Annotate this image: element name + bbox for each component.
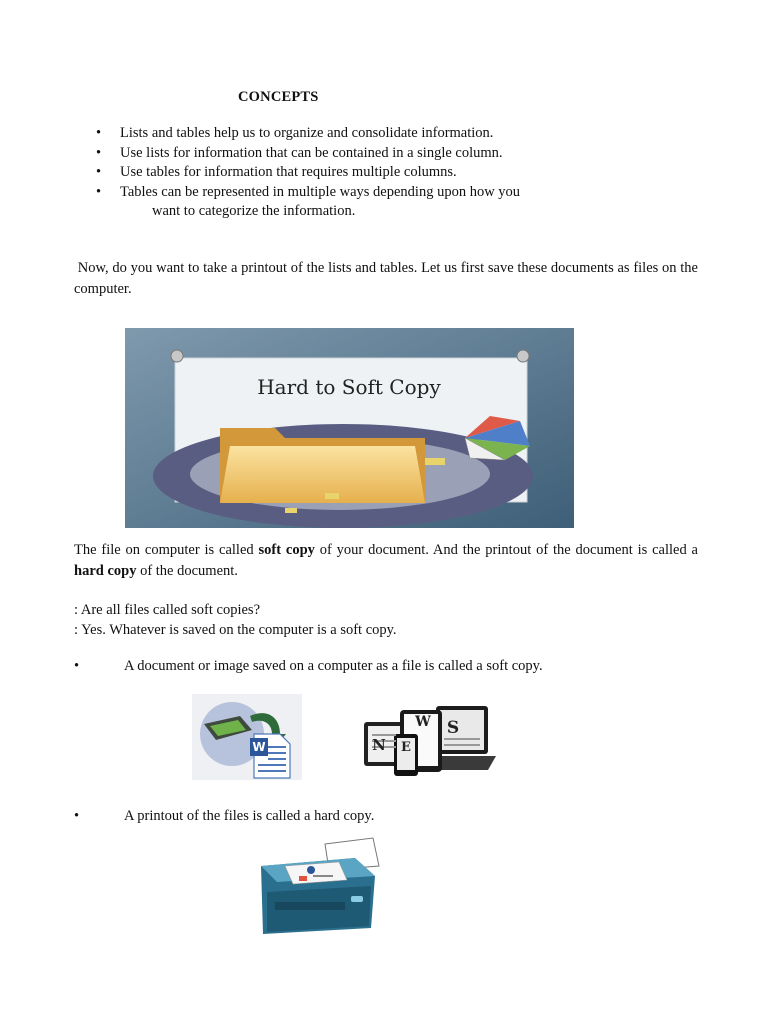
- definition-text: The file on computer is called: [74, 542, 259, 558]
- answer-line: : Yes. Whatever is saved on the computer is a soft copy.: [74, 622, 397, 638]
- intro-paragraph: Now, do you want to take a printout of the lists and tables. Let us first save these documents as files on the computer.: [74, 260, 702, 297]
- hard-copy-bullet-text: A printout of the files is called a hard copy.: [124, 808, 375, 824]
- concept-bullet-continuation: want to categorize the information.: [152, 203, 356, 219]
- concept-bullet-text: Use lists for information that can be contained in a single column.: [120, 144, 503, 161]
- hard-to-soft-copy-banner: [125, 328, 574, 528]
- word-letter: W: [252, 740, 266, 754]
- question-line: : Are all files called soft copies?: [74, 602, 261, 618]
- device-letter-w: W: [415, 714, 431, 730]
- concept-bullet-list: [92, 124, 520, 222]
- definition-text: of the document.: [136, 563, 238, 579]
- soft-copy-bullet: [74, 658, 694, 678]
- concept-bullet: [92, 144, 520, 164]
- page-heading: CONCEPTS: [238, 89, 319, 105]
- definition-text: of your document. And the printout of the document is called a: [314, 542, 698, 558]
- concept-bullet: [92, 163, 520, 183]
- soft-copy-bullet-text: A document or image saved on a computer as a file is called a soft copy.: [124, 658, 543, 674]
- news-devices-image: [356, 694, 498, 790]
- concept-bullet-text: Use tables for information that requires multiple columns.: [120, 164, 457, 180]
- bullet-symbol: •: [74, 808, 80, 824]
- scan-to-document-icon: [192, 694, 302, 780]
- device-letter-s: S: [446, 718, 460, 738]
- device-letter-n: N: [372, 736, 386, 754]
- printer-image: [255, 836, 381, 936]
- device-letter-e: E: [401, 740, 411, 755]
- soft-copy-term: soft copy: [258, 542, 315, 558]
- hard-copy-bullet: [74, 808, 694, 828]
- concept-bullet: [92, 124, 520, 144]
- concept-bullet-text: Lists and tables help us to organize and consolidate information.: [120, 125, 494, 141]
- hard-copy-term: hard copy: [74, 563, 137, 579]
- concept-bullet: [92, 183, 520, 222]
- bullet-symbol: •: [74, 658, 80, 674]
- definition-paragraph: [74, 540, 698, 582]
- concept-bullet-text: Tables can be represented in multiple ways depending upon how you: [120, 183, 521, 200]
- banner-title: Hard to Soft Copy: [257, 375, 441, 399]
